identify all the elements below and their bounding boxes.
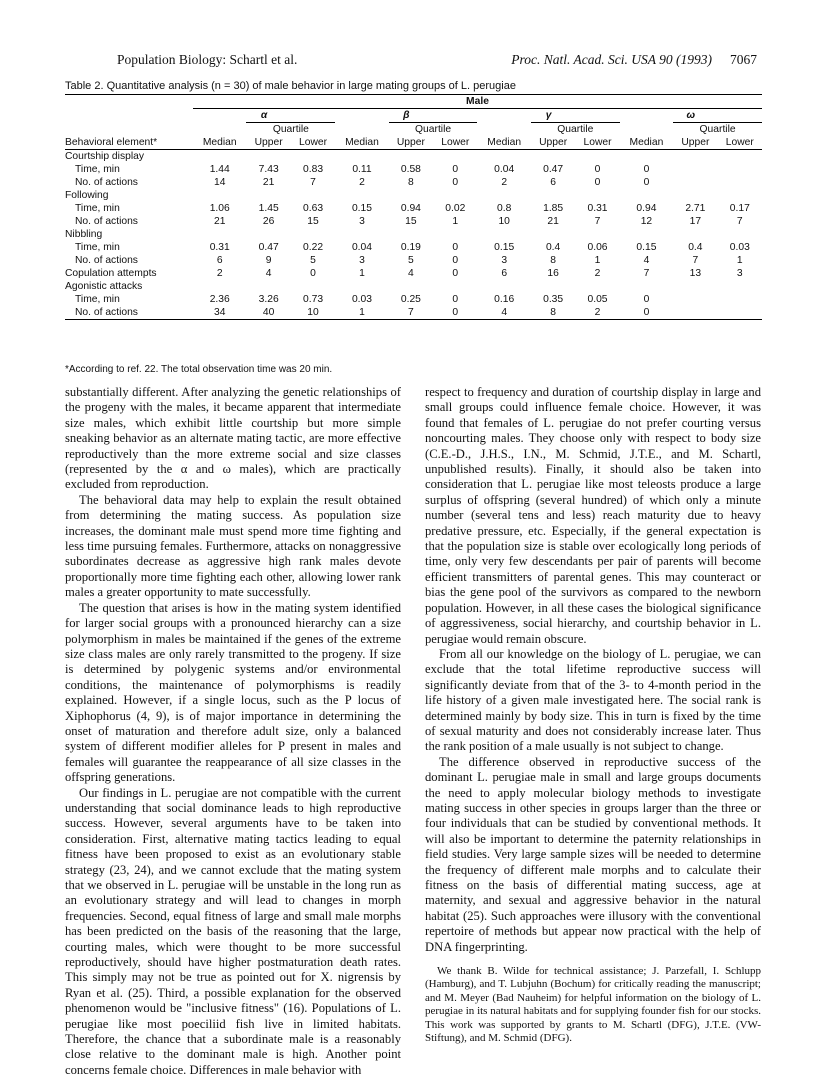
table-cell: 8 xyxy=(408,177,414,188)
table-cell: 0.73 xyxy=(303,294,324,305)
table-cell xyxy=(673,163,717,176)
male-header: Male xyxy=(466,96,489,107)
col-lower: Lower xyxy=(299,137,328,148)
table-cell: 1.45 xyxy=(258,203,279,214)
row-label: Copulation attempts xyxy=(65,268,157,279)
table-row xyxy=(65,176,762,189)
table-cell: 15 xyxy=(405,216,417,227)
table-cell: 21 xyxy=(213,216,226,227)
table-cell: 17 xyxy=(689,216,702,227)
table-cell xyxy=(335,150,388,164)
table-cell: 4 xyxy=(408,268,414,279)
table-cell: 2 xyxy=(501,177,508,188)
table-cell xyxy=(673,228,717,241)
table-row xyxy=(65,241,762,254)
table-cell: 0 xyxy=(643,307,650,318)
table-cell xyxy=(246,228,290,241)
page-number: 7067 xyxy=(730,52,757,67)
table-cell: 1 xyxy=(359,268,365,279)
table-cell: 7 xyxy=(643,268,650,279)
right-column xyxy=(425,385,761,955)
col-upper: Upper xyxy=(539,137,568,148)
table-cell: 0.47 xyxy=(258,242,279,253)
table-cell: 0.11 xyxy=(352,164,372,175)
table-cell xyxy=(718,189,762,202)
row-label: No. of actions xyxy=(75,177,138,188)
table-cell: 0 xyxy=(643,294,650,305)
table-cell: 7 xyxy=(736,216,743,227)
table-cell: 34 xyxy=(213,307,226,318)
table-cell: 21 xyxy=(262,177,275,188)
table-cell: 1.44 xyxy=(209,164,230,175)
col-median: Median xyxy=(487,137,522,148)
table-cell: 3 xyxy=(501,255,508,266)
left-column xyxy=(65,385,401,1078)
table-cell: 3.26 xyxy=(258,294,279,305)
table-cell: 5 xyxy=(310,255,316,266)
col-upper: Upper xyxy=(681,137,710,148)
table-cell xyxy=(620,189,673,202)
row-label: No. of actions xyxy=(75,255,138,266)
table-cell xyxy=(477,189,530,202)
table-cell: 0.31 xyxy=(209,242,230,253)
header-left: Population Biology: Schartl et al. xyxy=(117,52,298,67)
row-label: No. of actions xyxy=(75,216,138,227)
table-cell xyxy=(575,189,619,202)
col-upper: Upper xyxy=(254,137,283,148)
table-cell xyxy=(246,280,290,293)
group-gamma: γ xyxy=(545,110,552,121)
table-cell: 0.35 xyxy=(543,294,564,305)
table-cell xyxy=(335,189,388,202)
table-row xyxy=(65,202,762,215)
row-label: Following xyxy=(65,190,109,201)
table-cell: 5 xyxy=(408,255,414,266)
table-cell: 0.17 xyxy=(729,203,750,214)
table-cell: 4 xyxy=(501,307,508,318)
quartile-label: Quartile xyxy=(531,123,620,137)
table-cell xyxy=(433,189,477,202)
table-cell xyxy=(335,228,388,241)
table-cell: 0.03 xyxy=(729,242,750,253)
table-cell: 7 xyxy=(408,307,414,318)
header-journal: Proc. Natl. Acad. Sci. USA 90 (1993) xyxy=(511,52,712,67)
table-cell: 0.31 xyxy=(587,203,608,214)
table-row xyxy=(65,293,762,306)
table-cell: 8 xyxy=(550,307,556,318)
table-cell xyxy=(620,280,673,293)
running-header xyxy=(117,52,757,70)
table-cell: 6 xyxy=(216,255,223,266)
table-cell xyxy=(433,150,477,164)
row-label: Time, min xyxy=(75,294,120,305)
table-cell xyxy=(433,228,477,241)
table-row xyxy=(65,150,762,164)
table-row xyxy=(65,254,762,267)
table-cell xyxy=(291,189,335,202)
paragraph: The question that arises is how in the mating system identified for larger social groups with a pronounced hierarchy can a size polymorphism in males be maintained if the genes of the extreme size class males are only rarely transmitted to the progeny. If size is determined by polygenic systems and/or environmental conditions, the maintenance of polymorphisms is readily explained. However, if a single locus, such as the P locus of Xiphophorus (4, 9), is of major importance in determining the onset of maturation and therefore adult size, only a balanced system of different modifier alleles for P present in males and females will guarantee the reappearance of all size classes in the offspring generations. xyxy=(65,600,401,785)
table-row xyxy=(65,189,762,202)
paragraph: The behavioral data may help to explain the result obtained from determining the mating success. As population size increases, the dominant male must spend more time fighting and less time pursuing females. Furthermore, attacks on nonaggressive subordinates decrease as aggressive high rank males devote proportionally more time fighting each other, allowing lower rank males a greater opportunity to mate successfully. xyxy=(65,492,401,600)
acknowledgement-text: We thank B. Wilde for technical assistance; J. Parzefall, I. Schlupp (Hamburg), and T. Lubjuhn (Bochum) for critically reading the manuscript; and M. Meyer (Bad Nauheim) for helpful information on the biology of L. perugiae in its natural habitats and for supplying founder fish for our stocks. This work was supported by grants to M. Schartl (DFG), J.T.E. (VW-Stiftung), and M. Schmid (DFG). xyxy=(425,965,761,1045)
table-cell: 2.71 xyxy=(685,203,706,214)
table-cell: 4 xyxy=(643,255,650,266)
table-cell: 0.05 xyxy=(587,294,608,305)
table-cell: 0.94 xyxy=(400,203,421,214)
table-cell xyxy=(389,280,433,293)
table-cell: 16 xyxy=(547,268,559,279)
table-cell xyxy=(389,189,433,202)
table-cell: 0.15 xyxy=(636,242,657,253)
table-cell: 0 xyxy=(452,164,459,175)
paragraph: substantially different. After analyzing the genetic relationships of the progeny with the males, it became apparent that intermediate size males, which exhibit little courtship but more simple sneaking behavior as an alternate mating tactic, are more effective reproductively than the more extreme social and size classes (represented by the α and ω males), which are practically excluded from reproduction. xyxy=(65,385,401,492)
row-label: Time, min xyxy=(75,164,120,175)
table-cell: 0 xyxy=(643,164,650,175)
quartile-label: Quartile xyxy=(673,123,762,137)
table-cell: 0.83 xyxy=(303,164,324,175)
table-cell: 7.43 xyxy=(258,164,279,175)
table-cell: 1.06 xyxy=(209,203,230,214)
table-cell: 0.4 xyxy=(688,242,703,253)
table-body xyxy=(65,150,762,320)
table-cell xyxy=(193,189,246,202)
table-cell: 0.04 xyxy=(351,242,372,253)
table-cell: 0.19 xyxy=(400,242,421,253)
table-cell xyxy=(718,228,762,241)
table-cell xyxy=(575,228,619,241)
table-cell xyxy=(193,228,246,241)
table-cell: 10 xyxy=(307,307,319,318)
table-cell: 9 xyxy=(265,255,272,266)
table-cell: 0 xyxy=(594,177,601,188)
col-lower: Lower xyxy=(583,137,612,148)
table-cell xyxy=(620,228,673,241)
col-upper: Upper xyxy=(396,137,425,148)
table-cell xyxy=(477,150,530,164)
group-omega: ω xyxy=(686,110,696,121)
table-cell: 2 xyxy=(594,307,601,318)
table-cell: 7 xyxy=(692,255,699,266)
table-cell xyxy=(673,293,717,306)
table-cell xyxy=(246,150,290,164)
table-cell xyxy=(673,306,717,320)
table-cell xyxy=(718,306,762,320)
table-cell xyxy=(673,176,717,189)
table-cell: 0.15 xyxy=(494,242,515,253)
table-cell: 0.47 xyxy=(543,164,564,175)
table-cell xyxy=(193,150,246,164)
table-cell: 0.25 xyxy=(400,294,421,305)
table-cell xyxy=(193,280,246,293)
table-cell xyxy=(718,150,762,164)
row-label: No. of actions xyxy=(75,307,138,318)
col-median: Median xyxy=(629,137,664,148)
table-cell: 2 xyxy=(594,268,601,279)
table-cell: 0 xyxy=(452,255,459,266)
table-cell: 0.16 xyxy=(494,294,515,305)
table-row xyxy=(65,306,762,320)
table-cell: 0.8 xyxy=(497,203,512,214)
row-label: Nibbling xyxy=(65,229,103,240)
table-row xyxy=(65,267,762,280)
row-label: Courtship display xyxy=(65,151,144,162)
table-cell: 10 xyxy=(498,216,510,227)
table-cell: 0 xyxy=(310,268,316,279)
table-cell: 40 xyxy=(262,307,275,318)
table-cell: 3 xyxy=(736,268,743,279)
col-lower: Lower xyxy=(725,137,754,148)
table-cell: 13 xyxy=(689,268,702,279)
table-row xyxy=(65,163,762,176)
table-cell: 14 xyxy=(213,177,226,188)
paragraph: From all our knowledge on the biology of L. perugiae, we can exclude that the total lifetime reproductive success will significantly deviate from that of the 3- to 4-month period in the life history of a given male investigated here. The social rank is determined mainly by body size. This in turn is fixed by the time of sexual maturity and does not considerably increase later. Thus the rank position of a male usually is not subject to change. xyxy=(425,646,761,754)
table-cell xyxy=(718,280,762,293)
table-cell: 0 xyxy=(452,307,459,318)
table-cell: 0 xyxy=(452,177,459,188)
quartile-label: Quartile xyxy=(389,123,478,137)
row-label: Time, min xyxy=(75,203,120,214)
table-cell: 1 xyxy=(359,307,365,318)
table-cell xyxy=(673,280,717,293)
col-behavioral-element: Behavioral element* xyxy=(65,137,158,148)
table-cell: 1.85 xyxy=(543,203,564,214)
table-cell xyxy=(335,280,388,293)
table-cell: 2 xyxy=(216,268,223,279)
data-table xyxy=(65,94,762,320)
table-cell xyxy=(477,280,530,293)
acknowledgement xyxy=(425,965,761,1045)
table-cell: 21 xyxy=(547,216,559,227)
table-cell xyxy=(246,189,290,202)
row-label: Agonistic attacks xyxy=(65,281,143,292)
table-cell xyxy=(718,163,762,176)
table-cell: 6 xyxy=(550,177,556,188)
group-alpha: α xyxy=(260,110,268,121)
table-footnote: *According to ref. 22. The total observation time was 20 min. xyxy=(65,364,333,375)
paragraph: The difference observed in reproductive success of the dominant L. perugiae male in small and large groups documents the need to apply molecular biology methods to investigate mating success in other species in groups larger than the three or four individuals that can be studied by conventional methods. It will also be important to determine the paternity relationships in field studies. Very large sample sizes will be needed to determine the frequency of different male morphs and to calculate their fitness on the basis of differential mating success, age at maternity, and sexual and aggressive behavior in the natural habitat (25). Such approaches were illusory with the conventional repertoire of methods but appear now practical with the help of DNA fingerprinting. xyxy=(425,754,761,954)
table-cell xyxy=(718,176,762,189)
table-cell: 0 xyxy=(452,294,459,305)
table-cell: 0.63 xyxy=(303,203,324,214)
table-cell xyxy=(531,280,575,293)
table-cell: 0.22 xyxy=(303,242,324,253)
table-cell xyxy=(477,228,530,241)
table-row xyxy=(65,228,762,241)
table-cell: 15 xyxy=(307,216,319,227)
group-beta: β xyxy=(403,110,410,121)
table-cell xyxy=(531,150,575,164)
table-cell xyxy=(531,228,575,241)
table-cell xyxy=(620,150,673,164)
table-cell: 2.36 xyxy=(209,294,230,305)
table-cell xyxy=(291,150,335,164)
table-cell: 0.4 xyxy=(545,242,561,253)
table-cell xyxy=(575,280,619,293)
table-cell: 7 xyxy=(594,216,601,227)
table-row xyxy=(65,215,762,228)
table-cell: 4 xyxy=(265,268,272,279)
table-cell: 0 xyxy=(452,268,459,279)
quartile-label: Quartile xyxy=(246,123,335,137)
table-cell: 1 xyxy=(594,255,601,266)
paragraph: respect to frequency and duration of courtship display in large and small groups could influence female choice. However, it was found that females of L. perugiae do not prefer courting versus noncourting males. They choose only with respect to body size (C.E.-D., J.H.S., I.N., M. Schmid, J.T.E., and M. Schartl, unpublished results). Finally, it should also be taken into consideration that L. perugiae like most teleosts produce a large surplus of offspring (several hundred) of which only a minute number (several tens and less) reach maturity due to heavy predative pressure, etc. Especially, if the general expectation is that the population size is stable over ecologically long periods of time, only very few descendants per pair of parents will become efficient transmitters of parental genes. This may counteract or bias the gene pool of the survivors as compared to the newborn population. However, in all these cases the biological significance of aggressiveness, social hierarchy, and courtship behavior in L. perugiae would remain obscure. xyxy=(425,385,761,646)
row-label: Time, min xyxy=(75,242,120,253)
table-cell: 3 xyxy=(359,216,365,227)
table-cell xyxy=(718,293,762,306)
table-cell xyxy=(389,228,433,241)
table-cell: 0.03 xyxy=(351,294,372,305)
table-cell: 12 xyxy=(640,216,653,227)
table-cell: 1 xyxy=(452,216,459,227)
table-cell: 0.06 xyxy=(587,242,608,253)
paragraph: Our findings in L. perugiae are not compatible with the current understanding that social dominance leads to high reproductive success. However, several arguments have to be taken into consideration. First, alternative mating tactics leading to equal fitness have been proposed to exist as an evolutionary stable strategy (23, 24), and we cannot exclude that the mating system that we observed in L. perugiae will be unstable in the long run as an evolutionary strategy and will lead to changes in morph frequencies. Second, equal fitness of large and small male morphs has been predicted on the basis of the reasoning that the large, courting males, which were thought to be more successful reproductively, should have higher postmaturation death rates. This simply may not be true as pointed out for X. nigrensis by Ryan et al. (25). Third, a possible explanation for the observed phenomenon would be "inclusive fitness" (16). Populations of L. perugiae like most poeciliid fish live in limited habitats. Therefore, the chance that a subordinate male is a reasonably close relative to the dominant male is high. Another point concerns female choice. Differences in male behavior with xyxy=(65,785,401,1077)
col-lower: Lower xyxy=(441,137,470,148)
table-cell: 0.58 xyxy=(400,164,421,175)
table-row xyxy=(65,280,762,293)
table-cell: 8 xyxy=(550,255,556,266)
col-median: Median xyxy=(345,137,379,148)
table-cell xyxy=(291,280,335,293)
table-cell: 0.15 xyxy=(351,203,372,214)
table-cell xyxy=(531,189,575,202)
table-cell xyxy=(575,150,619,164)
table-cell: 0.94 xyxy=(636,203,657,214)
table-cell: 0 xyxy=(594,164,601,175)
table-cell: 7 xyxy=(310,177,316,188)
table-cell xyxy=(291,228,335,241)
table-cell: 0.04 xyxy=(494,164,515,175)
table-caption: Table 2. Quantitative analysis (n = 30) of male behavior in large mating groups of L. perugiae xyxy=(65,80,516,92)
table-cell xyxy=(673,150,717,164)
table-cell: 2 xyxy=(359,177,365,188)
table-cell xyxy=(389,150,433,164)
table-cell xyxy=(673,189,717,202)
col-median: Median xyxy=(202,137,237,148)
table-cell: 3 xyxy=(359,255,365,266)
table-cell: 1 xyxy=(736,255,743,266)
table-cell: 0.02 xyxy=(445,203,466,214)
table-cell: 0 xyxy=(452,242,459,253)
table-cell xyxy=(433,280,477,293)
table-cell: 6 xyxy=(501,268,508,279)
table-cell: 0 xyxy=(643,177,650,188)
table-cell: 26 xyxy=(262,216,275,227)
